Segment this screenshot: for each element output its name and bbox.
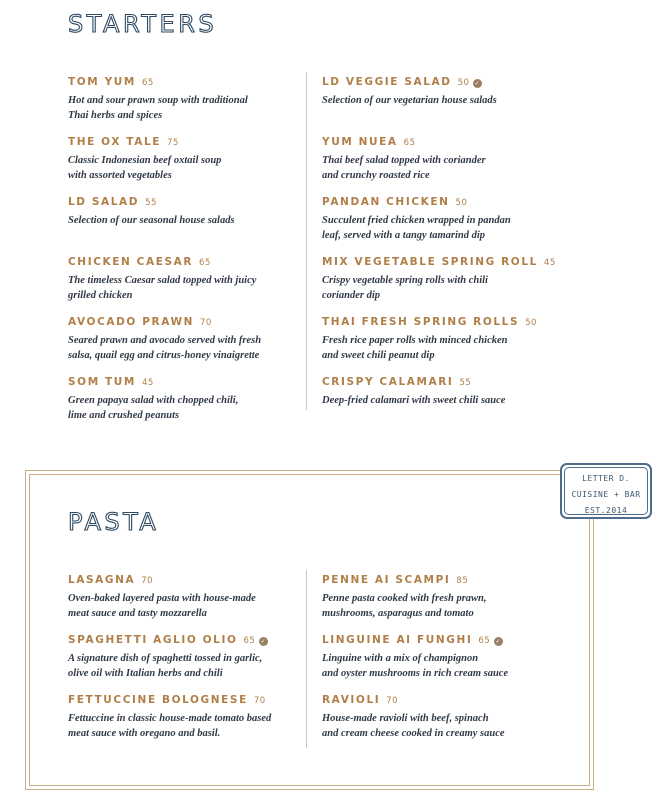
menu-item-description	[68, 274, 308, 303]
menu-item-price: 65	[243, 636, 256, 646]
description-line: Penne pasta cooked with fresh prawn,	[322, 593, 487, 604]
menu-item-header	[68, 135, 328, 150]
description-line: coriander dip	[322, 289, 381, 301]
menu-item-description	[68, 94, 308, 123]
menu-item	[322, 315, 582, 363]
menu-item-name: CRISPY CALAMARI	[322, 376, 454, 388]
description-line: Fettuccine in classic house-made tomato based	[68, 713, 272, 724]
menu-item-price: 65	[403, 138, 416, 148]
menu-item-header	[322, 633, 582, 648]
menu-item-header	[322, 573, 582, 588]
description-line: meat sauce and tasty mozzarella	[68, 607, 207, 619]
description-line: with assorted vegetables	[68, 169, 172, 181]
menu-item-header	[322, 315, 582, 330]
menu-item-description	[68, 154, 308, 183]
menu-item-description	[68, 214, 308, 229]
description-line: Thai herbs and spices	[68, 109, 163, 121]
menu-item	[68, 693, 328, 741]
menu-item-price: 50	[457, 78, 470, 88]
menu-item-price: 45	[543, 258, 556, 268]
description-line: grilled chicken	[68, 289, 133, 301]
menu-item-price: 70	[253, 696, 266, 706]
menu-item-price: 50	[525, 318, 537, 328]
stamp-line-3: EST.2014	[584, 506, 628, 515]
menu-item-name: PANDAN CHICKEN	[322, 196, 450, 208]
menu-item-price: 75	[167, 138, 179, 148]
menu-item-description	[322, 592, 562, 621]
description-line: and cream cheese cooked in creamy sauce	[322, 727, 505, 739]
menu-item-name: SOM TUM	[68, 376, 136, 388]
menu-item-header	[68, 573, 328, 588]
brand-stamp	[560, 463, 652, 519]
menu-item-description	[322, 712, 562, 741]
menu-item	[68, 633, 328, 681]
menu-item-description	[68, 334, 308, 363]
description-line: meat sauce with oregano and basil.	[68, 727, 221, 739]
description-line: Deep-fried calamari with sweet chili sauce	[322, 395, 506, 406]
menu-item-description	[68, 712, 308, 741]
description-line: Hot and sour prawn soup with traditional	[68, 95, 248, 106]
menu-item-name: LASAGNA	[68, 574, 136, 586]
vegetarian-leaf-icon: ✓	[474, 80, 482, 87]
menu-item	[322, 375, 582, 409]
menu-item	[322, 633, 582, 681]
menu-item-description	[68, 592, 308, 621]
description-line: Seared prawn and avocado served with fresh	[68, 335, 262, 346]
menu-item-price: 65	[478, 636, 491, 646]
description-line: Oven-baked layered pasta with house-made	[68, 593, 256, 604]
description-line: mushrooms, asparagus and tomato	[322, 607, 474, 619]
description-line: salsa, quail egg and citrus-honey vinaigrette	[68, 349, 260, 361]
menu-item-header	[322, 375, 582, 390]
menu-item	[68, 573, 328, 621]
menu-item-name: FETTUCCINE BOLOGNESE	[68, 694, 248, 706]
description-line: A signature dish of spaghetti tossed in garlic,	[68, 653, 263, 664]
menu-item-header	[68, 315, 328, 330]
menu-item-name: TOM YUM	[68, 76, 136, 88]
description-line: and oyster mushrooms in rich cream sauce	[322, 667, 509, 679]
menu-item-header	[322, 135, 582, 150]
menu-item	[322, 135, 582, 183]
menu-item-description	[68, 652, 308, 681]
description-line: Green papaya salad with chopped chili,	[68, 395, 239, 406]
menu-item-name: LD VEGGIE SALAD	[322, 76, 452, 88]
menu-item-price: 65	[141, 78, 154, 88]
menu-item	[322, 693, 582, 741]
description-line: leaf, served with a tangy tamarind dip	[322, 229, 486, 241]
description-line: Thai beef salad topped with coriander	[322, 155, 486, 166]
menu-item-header	[68, 75, 328, 90]
menu-item-price: 70	[386, 696, 399, 706]
menu-item-name: LINGUINE AI FUNGHI	[322, 634, 473, 646]
menu-item-price: 70	[141, 576, 154, 586]
menu-item-header	[68, 375, 328, 390]
menu-item	[68, 135, 328, 183]
description-line: Selection of our vegetarian house salads	[322, 95, 497, 106]
vegetarian-leaf-icon: ✓	[495, 638, 502, 645]
menu-item-name: CHICKEN CAESAR	[68, 256, 194, 268]
stamp-line-2: CUISINE + BAR	[571, 490, 641, 499]
menu-item-description	[322, 274, 562, 303]
description-line: The timeless Caesar salad topped with juicy	[68, 275, 257, 286]
menu-item	[322, 255, 582, 303]
menu-item-price: 55	[145, 198, 157, 208]
menu-item-price: 55	[459, 378, 472, 388]
menu-item	[68, 315, 328, 363]
description-line: Succulent fried chicken wrapped in pandan	[322, 215, 511, 226]
menu-item-name: YUM NUEA	[322, 136, 398, 148]
menu-item-name: THAI FRESH SPRING ROLLS	[322, 316, 520, 328]
menu-item	[68, 255, 328, 303]
menu-item-header	[322, 693, 582, 708]
menu-item-header	[322, 75, 582, 90]
menu-item	[322, 195, 582, 243]
menu-item-header	[68, 633, 328, 648]
menu-item-price: 70	[200, 318, 212, 328]
menu-item-header	[322, 195, 582, 210]
description-line: House-made ravioli with beef, spinach	[322, 713, 489, 724]
menu-item	[322, 573, 582, 621]
menu-item-header	[68, 693, 328, 708]
description-line: and sweet chili peanut dip	[322, 349, 435, 361]
vegetarian-leaf-icon: ✓	[260, 638, 268, 645]
description-line: Selection of our seasonal house salads	[68, 215, 235, 226]
starters-heading: STARTERS	[68, 10, 218, 38]
menu-item-description	[322, 394, 562, 409]
menu-item-description	[322, 334, 562, 363]
description-line: Fresh rice paper rolls with minced chicken	[322, 335, 508, 346]
menu-item-price: 85	[456, 576, 469, 586]
menu-item-price: 45	[141, 378, 154, 388]
menu-item	[322, 75, 582, 109]
description-line: Classic Indonesian beef oxtail soup	[68, 155, 222, 166]
menu-item-name: MIX VEGETABLE SPRING ROLL	[322, 256, 538, 268]
menu-item-description	[322, 214, 562, 243]
menu-item-name: LD SALAD	[68, 196, 140, 208]
description-line: and crunchy roasted rice	[322, 169, 430, 181]
description-line: lime and crushed peanuts	[68, 409, 180, 421]
menu-item	[68, 75, 328, 123]
menu-item-description	[322, 652, 562, 681]
menu-item-name: PENNE AI SCAMPI	[322, 574, 451, 586]
menu-item-price: 50	[455, 198, 468, 208]
stamp-line-1: LETTER D.	[582, 474, 630, 483]
menu-item-description	[322, 94, 562, 109]
menu-item-header	[68, 255, 328, 270]
menu-item-description	[322, 154, 562, 183]
menu-item-name: THE OX TALE	[68, 136, 162, 148]
menu-item	[68, 375, 328, 423]
menu-item-price: 65	[199, 258, 211, 268]
menu-item-description	[68, 394, 308, 423]
description-line: Crispy vegetable spring rolls with chili	[322, 275, 488, 286]
menu-item-header	[322, 255, 582, 270]
menu-item-name: RAVIOLI	[322, 694, 381, 706]
menu-item-name: SPAGHETTI AGLIO OLIO	[68, 634, 238, 646]
menu-item-header	[68, 195, 328, 210]
pasta-heading: PASTA	[68, 508, 160, 536]
menu-item	[68, 195, 328, 229]
menu-item-name: AVOCADO PRAWN	[68, 316, 195, 328]
description-line: Linguine with a mix of champignon	[322, 653, 479, 664]
description-line: olive oil with Italian herbs and chili	[68, 667, 223, 679]
